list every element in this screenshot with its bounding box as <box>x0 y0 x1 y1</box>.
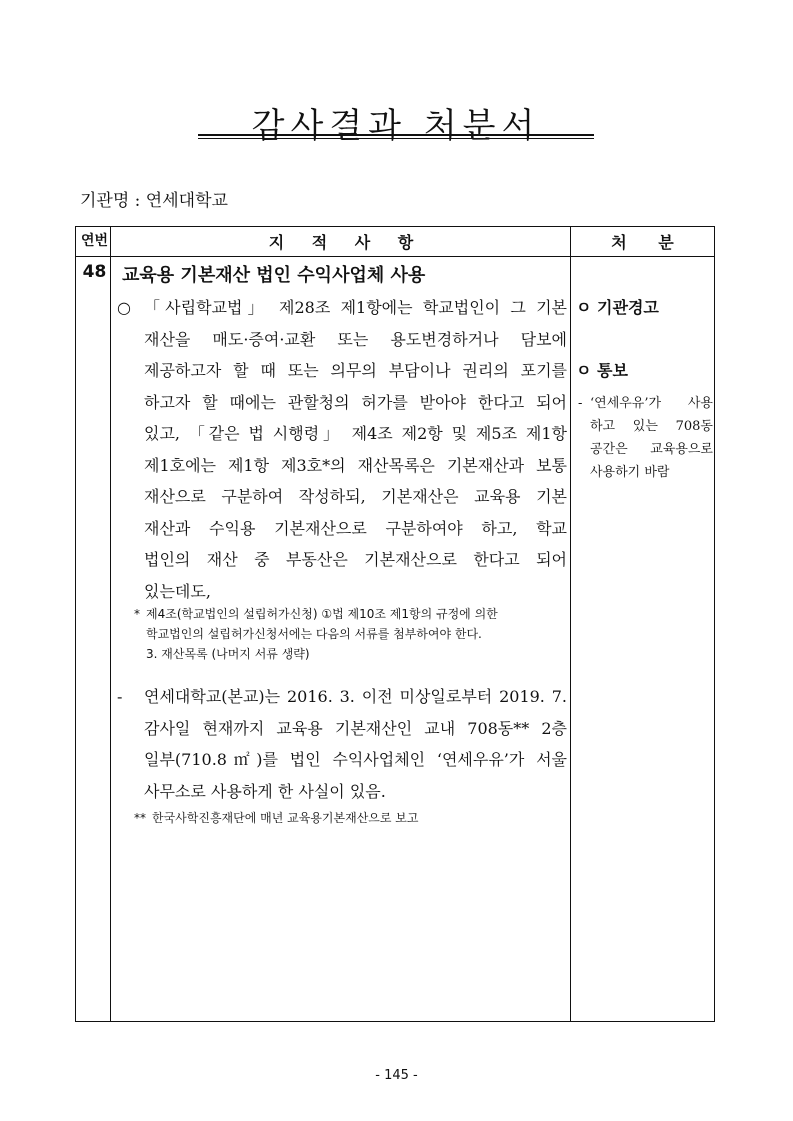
note-line: 한국사학진흥재단에 매년 교육용기본재산으로 보고 <box>152 811 419 825</box>
detail-line: ‘연세우유’가 사용 <box>590 396 713 411</box>
text-line: 일부(710.8㎡)를 법인 수익사업체인 ‘연세우유’가 서울 <box>144 750 567 769</box>
title-underline <box>198 134 594 136</box>
detail-line: 하고 있는 708동 <box>590 419 713 434</box>
page-number: - 145 - <box>375 1068 418 1083</box>
asterisk-mark: * <box>134 607 140 621</box>
detail-line: 사용하기 바람 <box>590 465 670 480</box>
text-line: 사무소로 사용하게 한 사실이 있음. <box>144 781 386 801</box>
text-line: 제1호에는 제1항 제3호*의 재산목록은 기본재산과 보통 <box>144 455 567 475</box>
disposition-institution-warning: ㅇ 기관경고 <box>576 298 659 317</box>
dash-bullet: - <box>117 687 123 706</box>
header-no: 연번 <box>80 233 109 249</box>
text-line: 법인의 재산 중 부동산은 기본재산으로 한다고 되어 <box>144 550 567 569</box>
table-header-rule <box>75 256 715 257</box>
disposition-detail <box>578 392 713 484</box>
item-title: 교육용 기본재산 법인 수익사업체 사용 <box>122 265 426 286</box>
title-underline-thin <box>198 138 594 139</box>
footnote-report <box>134 808 566 828</box>
header-disposition: 처 분 <box>611 233 674 252</box>
finding-paragraph-facts <box>117 681 567 807</box>
double-asterisk-mark: ** <box>134 811 146 825</box>
header-findings: 지 적 사 항 <box>268 233 414 252</box>
circle-bullet-icon: ○ <box>117 298 131 317</box>
text-line: 감사일 현재까지 교육용 기본재산인 교내 708동** 2층 <box>144 718 567 738</box>
item-number: 48 <box>82 262 107 282</box>
text-line: 재산을 매도·증여·교환 또는 용도변경하거나 담보에 <box>144 329 567 349</box>
text-line: 있고, 「같은 법 시행령」 제4조 제2항 및 제5조 제1항 <box>144 424 567 443</box>
table-divider-no <box>110 226 111 1022</box>
note-line: 학교법인의 설립허가신청서에는 다음의 서류를 첨부하여야 한다. <box>146 627 482 641</box>
agency-name: 기관명 : 연세대학교 <box>80 191 228 211</box>
document-title: 감사결과 처분서 <box>251 106 541 146</box>
text-line: 연세대학교(본교)는 2016. 3. 이전 미상일로부터 2019. 7. <box>144 687 567 706</box>
detail-line: 공간은 교육용으로 <box>590 442 713 457</box>
text-line: 재산으로 구분하여 작성하되, 기본재산은 교육용 기본 <box>144 487 567 506</box>
text-line: 하고자 할 때에는 관할청의 허가를 받아야 한다고 되어 <box>144 392 567 412</box>
dash-bullet: - <box>578 396 583 411</box>
note-line: 제4조(학교법인의 설립허가신청) ①법 제10조 제1항의 규정에 의한 <box>146 607 498 621</box>
text-line: 재산과 수익용 기본재산으로 구분하여야 하고, 학교 <box>144 518 567 538</box>
text-line: 있는데도, <box>144 581 211 601</box>
finding-paragraph-legal-basis <box>117 292 567 607</box>
disposition-notice: ㅇ 통보 <box>576 361 628 380</box>
footnote-article-4 <box>134 604 566 664</box>
note-line: 3. 재산목록 (나머지 서류 생략) <box>146 647 310 661</box>
text-line: 「사립학교법」 제28조 제1항에는 학교법인이 그 기본 <box>144 298 567 317</box>
text-line: 제공하고자 할 때 또는 의무의 부담이나 권리의 포기를 <box>144 361 567 380</box>
table-divider-disposition <box>570 226 571 1022</box>
